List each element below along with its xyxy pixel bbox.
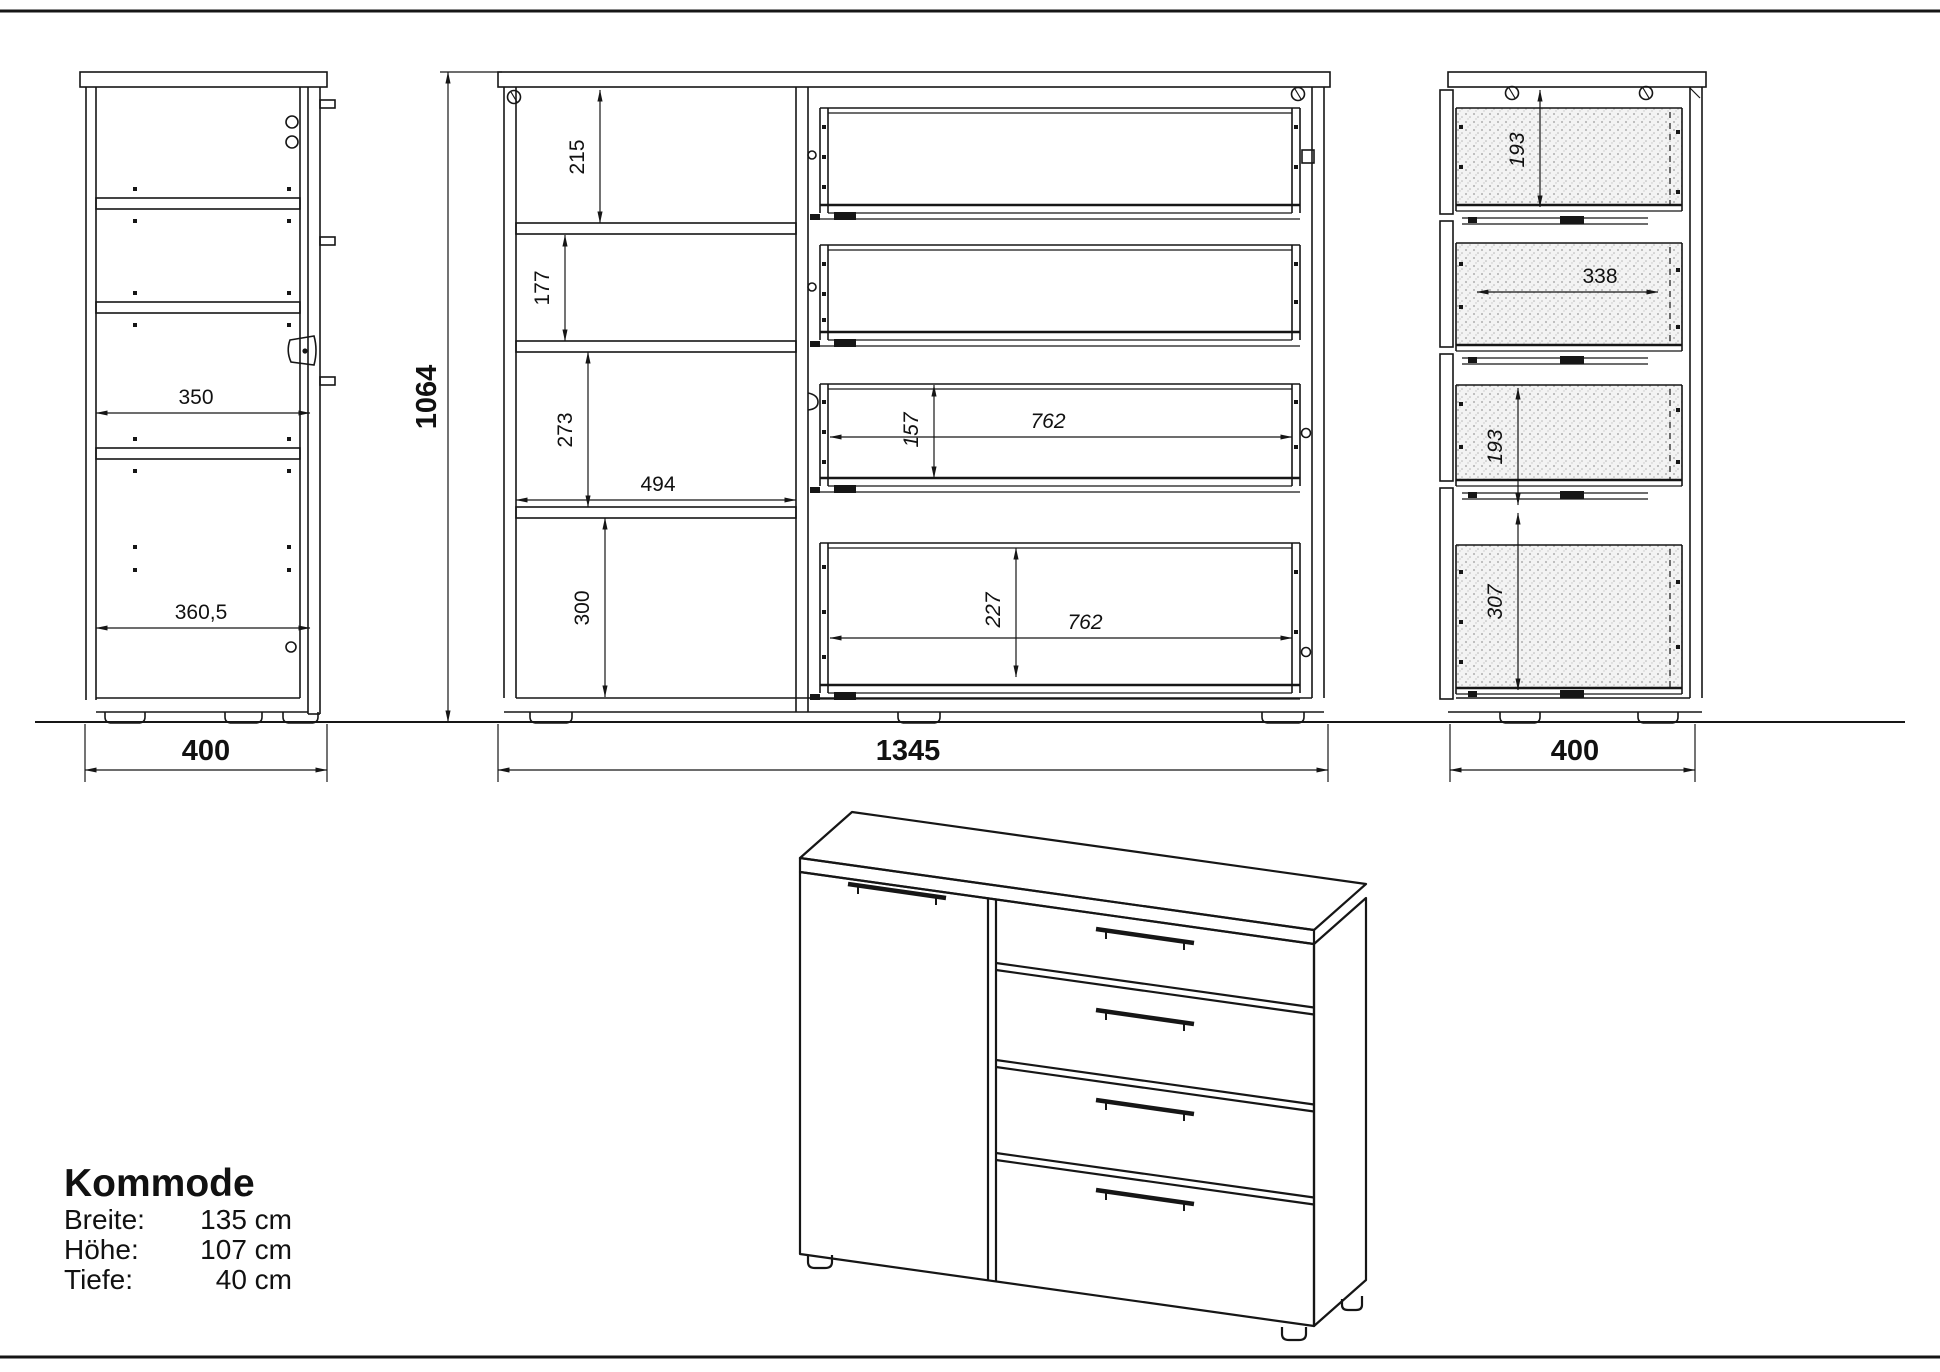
hinge-pin: [320, 100, 335, 108]
dim-label-762-upper: 762: [1030, 410, 1066, 433]
spec-value: 40 cm: [215, 1264, 292, 1295]
dim-label-400-right: 400: [1550, 735, 1600, 767]
screw-icon: [1292, 88, 1305, 101]
bolt-hole: [286, 116, 298, 128]
dim-label-273: 273: [554, 412, 577, 448]
product-title: Kommode: [64, 1162, 255, 1205]
door-catch: [808, 393, 818, 410]
dimension-section-1: [566, 90, 600, 223]
hinge-pin: [320, 237, 335, 245]
dimension-depth: [1450, 724, 1695, 782]
dim-label-177: 177: [531, 270, 554, 306]
screw-icon: [1506, 87, 1519, 100]
dim-label-360-5: 360,5: [174, 601, 228, 624]
drawer-front-edge: [1440, 354, 1453, 481]
side-panel: [1314, 898, 1366, 1326]
shelf: [96, 198, 300, 209]
dim-label-350: 350: [178, 386, 214, 409]
screw-icon: [1640, 87, 1653, 100]
title-block: [64, 1162, 292, 1295]
dimension-section-2: [531, 235, 565, 341]
dim-label-338: 338: [1582, 265, 1618, 288]
bolt-hole: [1302, 648, 1311, 657]
front-face: [800, 872, 1314, 1326]
shelf: [96, 448, 300, 459]
drawer-separators: [996, 963, 1314, 1205]
drawer-handle: [1096, 1010, 1194, 1031]
drawer-box-side: [1456, 243, 1682, 364]
drawer-box-side: [1456, 108, 1682, 224]
drawer-front-edge: [1440, 488, 1453, 699]
drawer-handle: [1096, 1190, 1194, 1211]
drawer-front-edge: [1440, 221, 1453, 347]
drawer-box-side: [1456, 545, 1682, 698]
front-view: [411, 72, 1330, 782]
dim-label-193-bottom: 193: [1484, 429, 1507, 465]
lock-icon: [288, 336, 316, 365]
spec-label: Höhe:: [64, 1234, 139, 1265]
drawer-handle: [1096, 1100, 1194, 1121]
dim-label-227: 227: [982, 592, 1005, 628]
dimension-section-4: [571, 518, 605, 697]
dim-label-400-left: 400: [181, 735, 231, 767]
drawer-box: [810, 245, 1300, 347]
dimension-section-3: [554, 352, 588, 507]
shelf: [96, 302, 300, 313]
drawer-box: [810, 108, 1300, 220]
drawer-front-edge: [1440, 90, 1453, 214]
dim-label-193-top: 193: [1506, 132, 1529, 168]
shelf: [516, 223, 796, 234]
drawer-box: [810, 543, 1300, 700]
dimension-drawer-width-lower: [830, 611, 1292, 638]
dimension-total-height: [411, 72, 502, 722]
dim-label-762-lower: 762: [1067, 611, 1103, 634]
spec-label: Tiefe:: [64, 1264, 133, 1295]
screw-icon: [508, 91, 521, 104]
spec-value: 135 cm: [200, 1204, 292, 1235]
bolt-hole: [1302, 429, 1311, 438]
spec-value: 107 cm: [200, 1234, 292, 1265]
right-side-view: [1440, 72, 1706, 782]
dim-label-494: 494: [640, 473, 676, 496]
dim-label-307: 307: [1484, 584, 1507, 620]
perspective-view: [800, 812, 1366, 1340]
top-panel: [80, 72, 327, 87]
dimension-depth: [85, 724, 327, 782]
dim-label-1064: 1064: [411, 364, 443, 430]
dim-label-157: 157: [900, 412, 923, 448]
dimension-bottom-width: [96, 601, 310, 628]
top-panel: [498, 72, 1330, 87]
hinge-pin: [320, 377, 335, 385]
left-side-view: [80, 72, 335, 782]
dimension-drawer-bottom-front: [982, 548, 1016, 677]
bolt-hole: [286, 642, 296, 652]
drawer-box: [810, 384, 1300, 493]
dimension-total-width: [498, 724, 1328, 782]
spec-label: Breite:: [64, 1204, 145, 1235]
drawer-handle: [1096, 929, 1194, 950]
dimension-compartment-width: [516, 473, 796, 500]
foot: [1282, 1327, 1306, 1340]
dim-label-1345: 1345: [875, 735, 941, 767]
dimension-shelf-width: [96, 386, 310, 413]
shelf: [516, 341, 796, 352]
dim-label-215: 215: [566, 139, 589, 175]
top-panel: [1448, 72, 1706, 87]
dim-label-300: 300: [571, 590, 594, 626]
dimension-drawer-front: [900, 385, 934, 478]
shelf: [516, 507, 796, 518]
door-handle: [848, 884, 946, 905]
shelf-pin-holes: [133, 187, 291, 572]
bolt-hole: [286, 136, 298, 148]
